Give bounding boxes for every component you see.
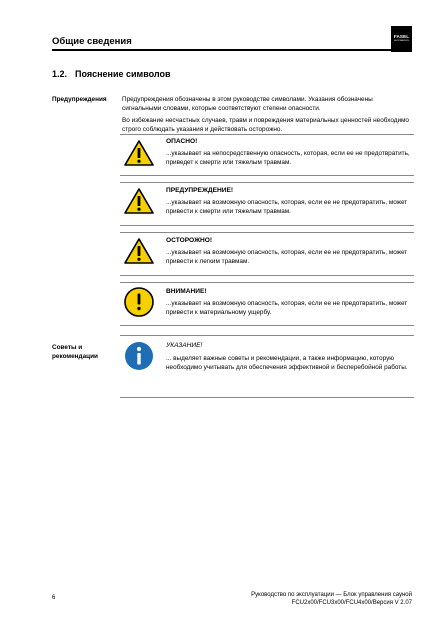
attention-circle-icon [124, 287, 154, 317]
header-rule [52, 49, 394, 51]
warning-triangle-icon [124, 188, 154, 214]
callout-text-danger: ...указывает на непосредственную опасность, которая, если ее не предотвратить, приведет к смерти или тяжелым травмам. [166, 150, 410, 166]
callout-title-attention: ВНИМАНИЕ! [166, 288, 207, 295]
footer-line-1: Руководство по эксплуатации — Блок управления сауной [251, 592, 412, 598]
callout-title-danger: ОПАСНО! [166, 138, 198, 145]
callout-rule [120, 134, 414, 135]
page-number: 6 [52, 595, 56, 601]
callout-title-warning: ПРЕДУПРЕЖДЕНИЕ! [166, 187, 234, 194]
intro-paragraph-1: Предупреждения обозначены в этом руководстве символами. Указания обозначены сигнальными словами, которые соответствуют степени опасности. [122, 96, 373, 112]
section-title: Пояснение символов [75, 69, 171, 79]
tip-title: УКАЗАНИЕ! [166, 342, 203, 349]
section-number: 1.2. [52, 69, 68, 79]
callout-text-warning: ...указывает на возможную опасность, которая, если ее не предотвратить, может привести к смерти или тяжелым травмам. [166, 199, 408, 215]
callout-rule [120, 232, 414, 233]
info-circle-icon [124, 341, 154, 371]
footer-line-2: FCU2x00/FCU3x00/FCU4x00/Версия V 2.07 [291, 600, 412, 606]
callout-text-caution: ...указывает на возможную опасность, которая, если ее не предотвратить, может привести к легким травмам. [166, 249, 408, 265]
warnings-label: Предупреждения [52, 96, 107, 103]
callout-rule [120, 335, 414, 336]
callout-rule [120, 225, 414, 226]
callout-rule [120, 275, 414, 276]
callout-rule [120, 282, 414, 283]
warning-triangle-icon [124, 140, 154, 166]
callout-rule [120, 182, 414, 183]
callout-rule [120, 325, 414, 326]
tips-label: Советы и рекомендации [52, 344, 98, 360]
brand-logo [391, 26, 412, 52]
logo-subtitle: AUTOMATION [394, 40, 409, 42]
warning-triangle-icon [124, 238, 154, 264]
page-header-title: Общие сведения [52, 36, 132, 47]
footer-doc-info [152, 591, 412, 607]
callout-rule [120, 175, 414, 176]
tip-text: ... выделяет важные советы и рекомендации, а также информацию, которую необходимо учитывать для обеспечения эффективной и бесперебойной работы. [166, 355, 408, 371]
callout-rule [120, 397, 414, 398]
logo-name: FASEL [393, 34, 410, 39]
callout-text-attention: ...указывает на возможную опасность, которая, если ее не предотвратить, может привести к материальному ущербу. [166, 300, 408, 316]
intro-paragraph-2: Во избежание несчастных случаев, травм и повреждения материальных ценностей необходимо строго соблюдать указания и действовать осторожно. [122, 117, 409, 133]
callout-title-caution: ОСТОРОЖНО! [166, 237, 213, 244]
